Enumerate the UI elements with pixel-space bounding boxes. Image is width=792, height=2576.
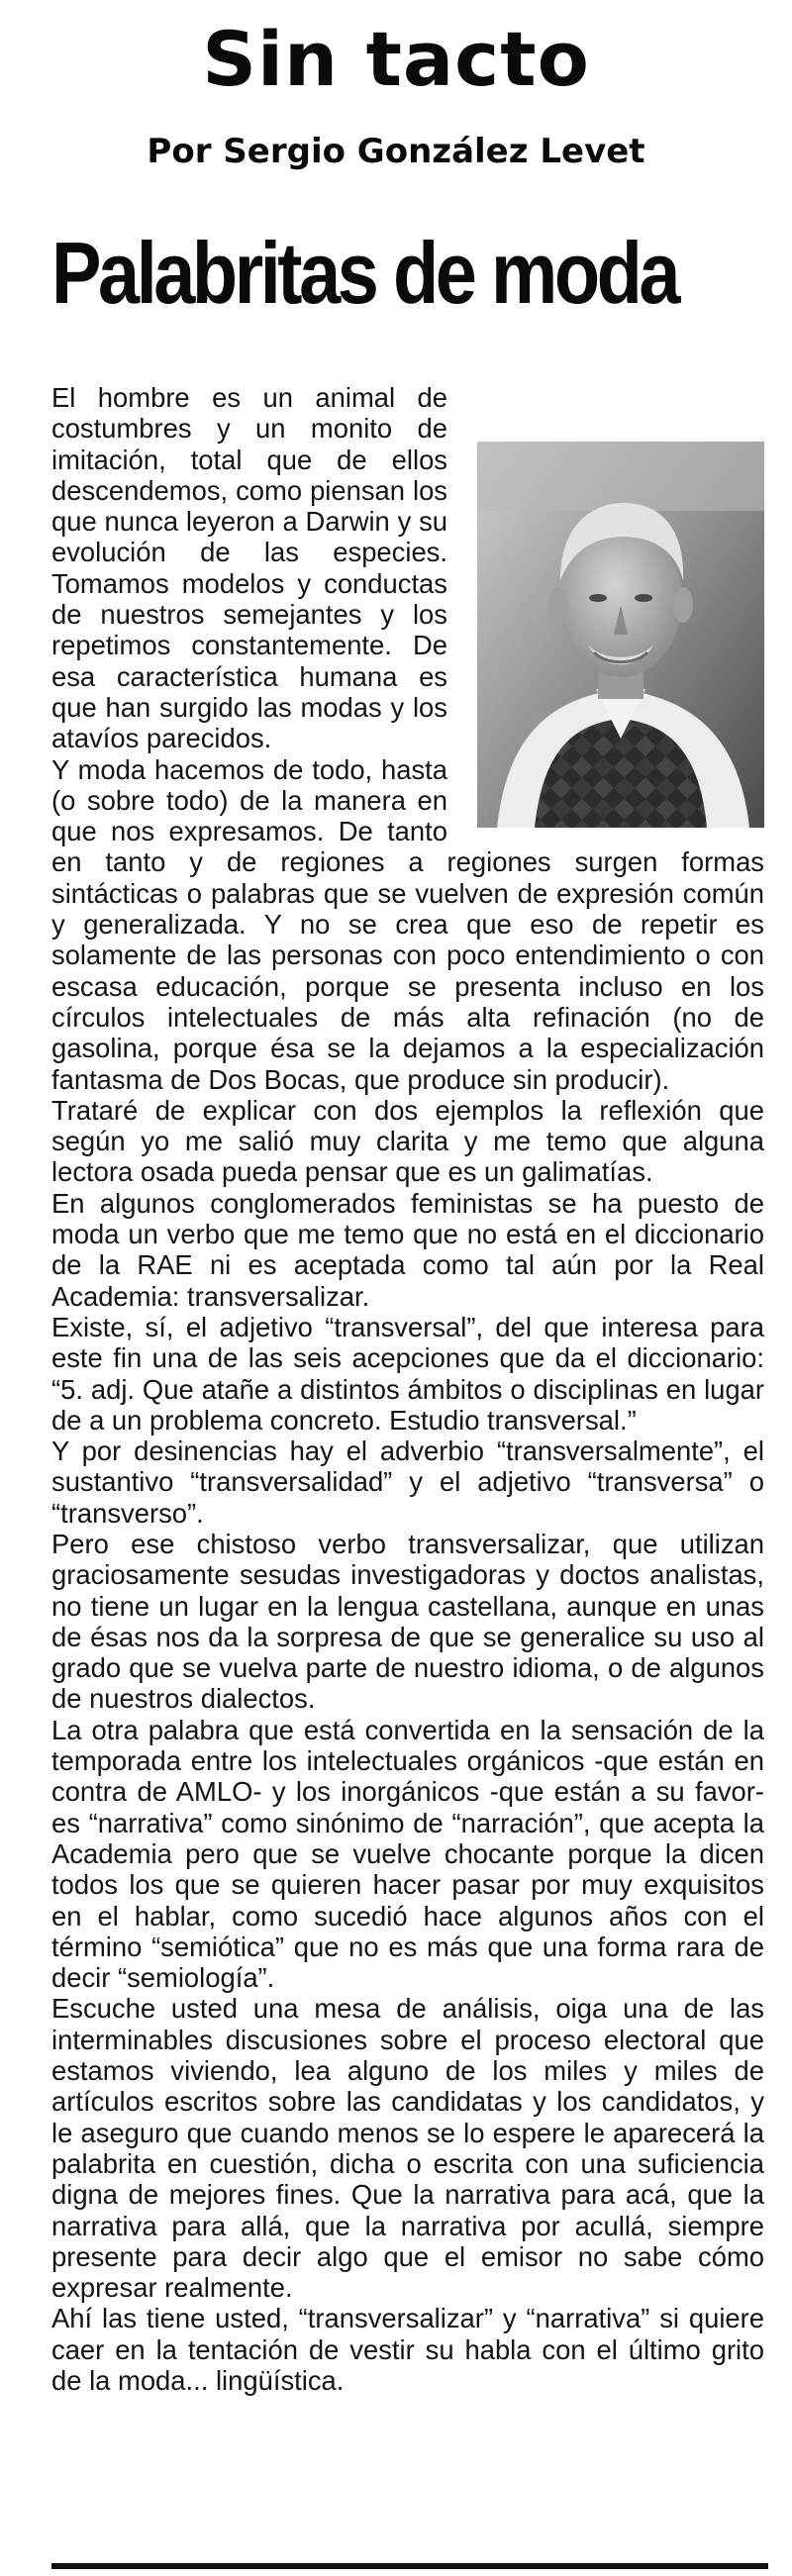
- paragraph: Existe, sí, el adjetivo “transversal”, del que interesa para este fin una de las seis acepciones que da el diccionario: “5. adj. Que atañe a distintos ámbitos o disciplinas en lugar de a un problema concreto. Estudio transversal.”: [51, 1311, 764, 1436]
- paragraph: Trataré de explicar con dos ejemplos la reflexión que según yo me salió muy clarita y me temo que alguna lectora osada pueda pensar que es un galimatías.: [51, 1094, 764, 1188]
- column-title: Sin tacto: [202, 15, 590, 103]
- author-photo: [477, 442, 764, 828]
- paragraph: La otra palabra que está convertida en la sensación de la temporada entre los intelectuales orgánicos -que están en contra de AMLO- y los inorgánicos -que están a su favor- es “narrativa” como sinónimo de “narración”, que acepta la Academia pero que se vuelve chocante porque la dicen todos los que se quieren hacer pasar por muy exquisitos en el hablar, como sucedió hace algunos años con el término “semiótica” que no es más que una forma rara de decir “semiología”.: [51, 1714, 764, 1994]
- byline: Por Sergio González Levet: [147, 132, 645, 171]
- article-body: [51, 382, 764, 2396]
- paragraph: En algunos conglomerados feministas se ha puesto de moda un verbo que me temo que no está en el diccionario de la RAE ni es aceptada como tal aún por la Real Academia: transversalizar.: [51, 1187, 764, 1312]
- headline: Palabritas de moda: [51, 224, 678, 322]
- paragraph: Y por desinencias hay el adverbio “transversalmente”, el sustantivo “transversalidad” y el adjetivo “transversa” o “transverso”.: [51, 1436, 764, 1529]
- paragraph: Escuche usted una mesa de análisis, oiga una de las interminables discusiones sobre el proceso electoral que estamos viviendo, lea alguno de los miles y miles de artículos escritos sobre las candidatas y los candidatos, y le aseguro que cuando menos se lo espere le aparecerá la palabrita en cuestión, dicha o escrita con una suficiencia digna de mejores fines. Que la narrativa para acá, que la narrativa para allá, que la narrativa por acullá, siempre presente para decir algo que el emisor no sabe cómo expresar realmente.: [51, 1993, 764, 2304]
- paragraph: Pero ese chistoso verbo transversalizar, que utilizan graciosamente sesudas investigadoras y doctos analistas, no tiene un lugar en la lengua castellana, aunque en unas de ésas nos da la sorpresa de que se generalice su uso al grado que se vuelva parte de nuestro idioma, o de algunos de nuestros dialectos.: [51, 1528, 764, 1715]
- paragraph: Y moda hacemos de todo, hasta (o sobre todo) de la manera en que nos expresamos. De tanto en tanto y de regiones a regiones surgen formas sintácticas o palabras que se vuelven de expresión común y generalizada. Y no se crea que eso de repetir es solamente de las personas con poco entendimiento o con escasa educación, porque se presenta incluso en los círculos intelectuales de más alta refinación (no de gasolina, porque ésa se la dejamos a la especialización fantasma de Dos Bocas, que produce sin producir).: [51, 753, 764, 1095]
- paragraph: [51, 382, 764, 754]
- paragraph: Ahí las tiene usted, “transversalizar” y “narrativa” si quiere caer en la tentación de vestir su habla con el último grito de la moda... lingüística.: [51, 2303, 764, 2396]
- paragraph-text: El hombre es un animal de costumbres y un monito de imitación, total que de ellos descendemos, como piensan los que nunca leyeron a Darwin y su evolución de las especies. Tomamos modelos y conductas de nuestros semejantes y los repetimos constantemente. De esa característica humana es que han surgido las modas y los atavíos parecidos.: [51, 382, 447, 754]
- bottom-rule: [51, 2563, 768, 2569]
